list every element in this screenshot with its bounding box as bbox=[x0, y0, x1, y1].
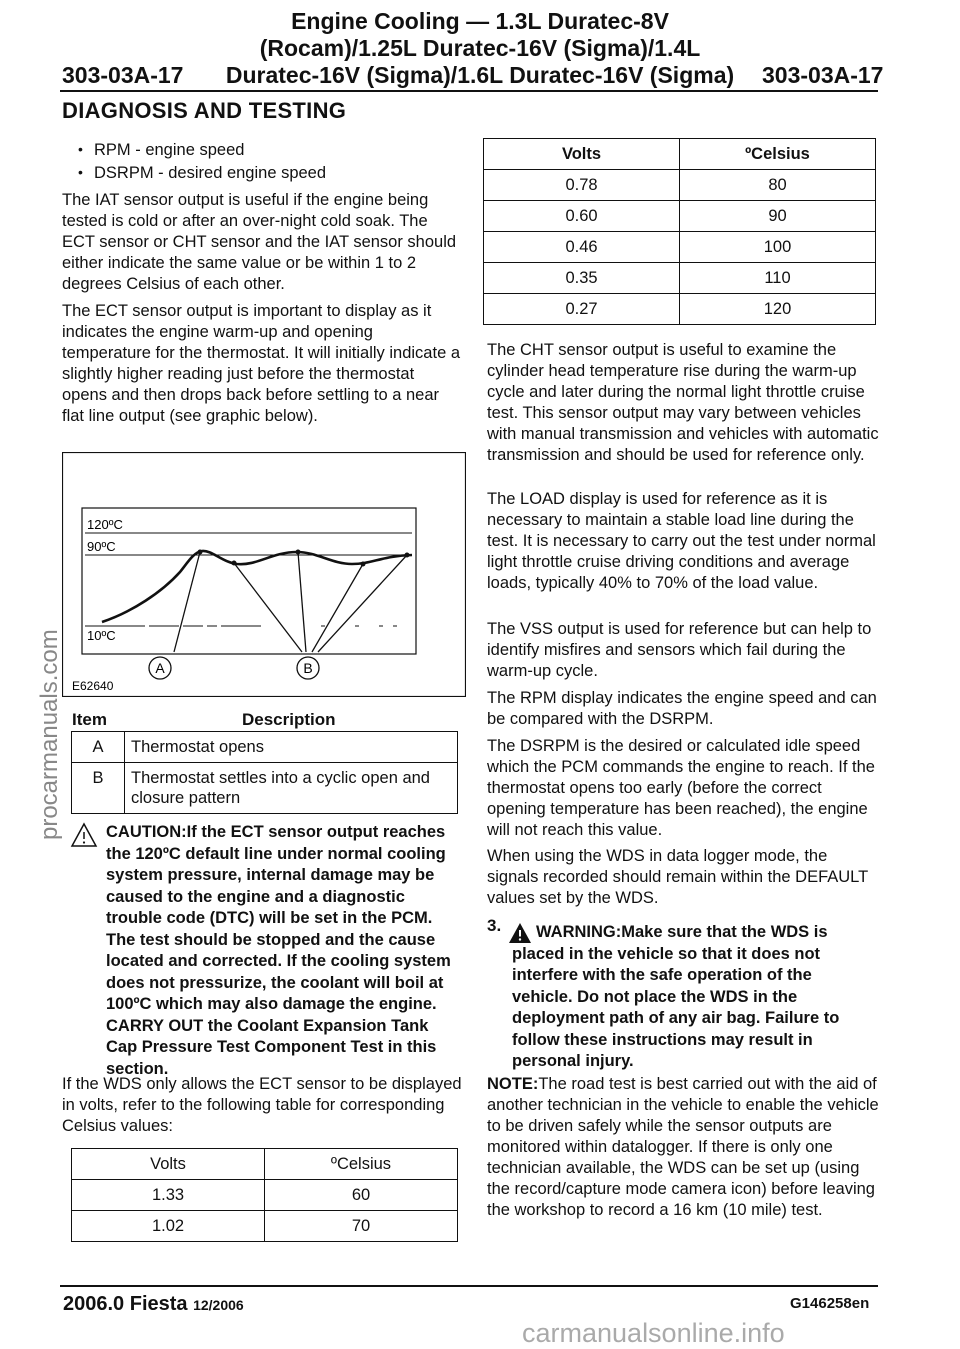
header-title-line2: (Rocam)/1.25L Duratec-16V (Sigma)/1.4L bbox=[259, 35, 701, 61]
footer-model: 2006.0 Fiesta 12/2006 bbox=[63, 1293, 244, 1315]
para-wds-volts: If the WDS only allows the ECT sensor to be displayed in volts, refer to the following table for corresponding Celsius values: bbox=[62, 1075, 462, 1135]
table-row bbox=[72, 763, 458, 814]
caution-icon bbox=[70, 822, 98, 848]
legend-item: A bbox=[72, 732, 125, 763]
table-row bbox=[484, 170, 876, 201]
table-row bbox=[484, 139, 876, 170]
para-dsrpm: The DSRPM is the desired or calculated idle speed which the PCM commands the engine to reach. If the thermostat opens too early (before the correct opening temperature has been reached), the engine will not reach this value. bbox=[487, 737, 875, 839]
legend-header-item: Item bbox=[72, 710, 107, 729]
cell-volts: 0.60 bbox=[484, 201, 680, 232]
footer-date: 12/2006 bbox=[193, 1297, 244, 1313]
footer-doc-id: G146258en bbox=[790, 1295, 870, 1312]
point-a bbox=[198, 550, 203, 555]
point-b2 bbox=[296, 550, 301, 555]
thermostat-graph bbox=[62, 452, 466, 697]
para-ect: The ECT sensor output is important to display as it indicates the engine warm-up and opening temperature for the thermostat. It will initially indicate a slightly higher reading just before the thermostat opens and then drops back before settling to a near flat line output (see graphic below). bbox=[62, 302, 461, 425]
volts-celsius-table-right bbox=[483, 138, 876, 325]
ect-curve bbox=[102, 551, 412, 622]
note-label: NOTE: bbox=[487, 1075, 539, 1093]
table-row bbox=[72, 1211, 458, 1242]
para-load: The LOAD display is used for reference as it is necessary to maintain a stable load line during the test. It is necessary to carry out the test under normal light throttle cruise driving conditions and average loads, typically 40% to 70% of the load value. bbox=[487, 490, 876, 592]
footer-rule bbox=[60, 1285, 878, 1287]
bullet-dsrpm: • DSRPM - desired engine speed bbox=[78, 164, 327, 182]
para-data-logger: When using the WDS in data logger mode, the signals recorded should remain within the DEFAULT values set by the WDS. bbox=[487, 847, 868, 907]
callout-a: A bbox=[155, 660, 165, 676]
table-row bbox=[484, 232, 876, 263]
callout-b: B bbox=[303, 660, 313, 676]
cell-volts: 1.33 bbox=[72, 1180, 265, 1211]
table-row bbox=[72, 1180, 458, 1211]
section-title: DIAGNOSIS AND TESTING bbox=[62, 98, 347, 123]
legend-description: Thermostat opens bbox=[125, 732, 458, 763]
para-cht: The CHT sensor output is useful to examine the cylinder head temperature rise during the warm-up cycle and later during the normal light throttle cruise test. This sensor output may vary between vehicles with manual transmission and vehicles with automatic transmission and should be used for reference only. bbox=[487, 341, 879, 464]
para-iat: The IAT sensor output is useful if the engine being tested is cold or after an over-night cold soak. The ECT sensor or CHT sensor and the IAT sensor should either indicate the same value or be within 1 to 2 degrees Celsius of each other. bbox=[62, 191, 457, 293]
side-watermark: procarmanuals.com bbox=[36, 629, 63, 840]
volts-celsius-table-left bbox=[71, 1148, 458, 1242]
bottom-watermark: carmanualsonline.info bbox=[522, 1318, 785, 1348]
header-title-line1: Engine Cooling — 1.3L Duratec-8V bbox=[291, 8, 669, 34]
caution-text: CAUTION:If the ECT sensor output reaches the 120ºC default line under normal cooling system pressure, internal damage may be caused to the engine and a diagnostic trouble code (DTC) will be set in the PCM. The test should be stopped and the cause located and corrected. If the cooling system does not pressurize, the coolant will boil at 100ºC which may also damage the engine. CARRY OUT the Coolant Expansion Tank Cap Pressure Test Component Test in this section. bbox=[106, 823, 451, 1078]
step-number: 3. bbox=[487, 916, 502, 935]
figure-id: E62640 bbox=[72, 679, 114, 693]
legend-description: Thermostat settles into a cyclic open and closure pattern bbox=[125, 763, 458, 814]
col-celsius: ºCelsius bbox=[680, 139, 876, 170]
page-code-left: 303-03A-17 bbox=[62, 62, 184, 88]
leader-b-1 bbox=[234, 563, 302, 652]
table-row bbox=[72, 732, 458, 763]
legend-table bbox=[71, 731, 458, 814]
label-10: 10ºC bbox=[87, 628, 116, 643]
para-vss: The VSS output is used for reference but can help to identify misfires and sensors which fail during the warm-up cycle. bbox=[487, 620, 872, 680]
bullet-dot: • bbox=[78, 164, 83, 180]
page-code-right: 303-03A-17 bbox=[762, 62, 884, 88]
cell-celsius: 90 bbox=[680, 201, 876, 232]
cell-celsius: 110 bbox=[680, 263, 876, 294]
table-row bbox=[484, 263, 876, 294]
legend-item: B bbox=[72, 763, 125, 814]
point-b1 bbox=[232, 561, 237, 566]
note-text: The road test is best carried out with the aid of another technician in the vehicle to enable the vehicle to be driven safely while the sensor outputs are monitored within datalogger. If there is only one technician available, the WDS can be set up (using the record/capture mode camera icon) before leaving the workshop to record a 16 km (10 mile) test. bbox=[487, 1075, 879, 1219]
header-title-line3: Duratec-16V (Sigma)/1.6L Duratec-16V (Sigma) bbox=[225, 62, 735, 88]
col-volts: Volts bbox=[72, 1149, 265, 1180]
leader-b-2 bbox=[298, 552, 306, 652]
cell-volts: 1.02 bbox=[72, 1211, 265, 1242]
graph-frame bbox=[82, 508, 416, 654]
leader-a-1 bbox=[174, 552, 200, 652]
col-celsius: ºCelsius bbox=[265, 1149, 458, 1180]
label-90: 90ºC bbox=[87, 539, 116, 554]
cell-celsius: 100 bbox=[680, 232, 876, 263]
cell-volts: 0.27 bbox=[484, 294, 680, 325]
point-b3 bbox=[361, 562, 366, 567]
warning-text: WARNING:Make sure that the WDS is placed in the vehicle so that it does not interfere with the safe operation of the vehicle. Do not place the WDS in the deployment path of any air bag. Failure to follow these instructions may result in personal injury. bbox=[512, 923, 840, 1070]
cell-celsius: 60 bbox=[265, 1180, 458, 1211]
leader-b-4 bbox=[318, 555, 407, 652]
cell-celsius: 70 bbox=[265, 1211, 458, 1242]
table-row bbox=[484, 294, 876, 325]
cell-celsius: 80 bbox=[680, 170, 876, 201]
leader-b-3 bbox=[312, 564, 363, 652]
cell-volts: 0.35 bbox=[484, 263, 680, 294]
para-rpm: The RPM display indicates the engine speed and can be compared with the DSRPM. bbox=[487, 689, 877, 728]
cell-volts: 0.78 bbox=[484, 170, 680, 201]
header-rule bbox=[60, 90, 878, 92]
bullet-rpm: • RPM - engine speed bbox=[78, 141, 245, 159]
legend-header-description: Description bbox=[242, 710, 336, 729]
label-120: 120ºC bbox=[87, 517, 123, 532]
note-block bbox=[487, 1074, 882, 1221]
cell-celsius: 120 bbox=[680, 294, 876, 325]
table-row bbox=[72, 1149, 458, 1180]
thermostat-graph-figure bbox=[62, 452, 466, 697]
figure-frame bbox=[63, 453, 466, 697]
col-volts: Volts bbox=[484, 139, 680, 170]
point-b4 bbox=[405, 553, 410, 558]
cell-volts: 0.46 bbox=[484, 232, 680, 263]
table-row bbox=[484, 201, 876, 232]
bullet-dot: • bbox=[78, 141, 83, 157]
